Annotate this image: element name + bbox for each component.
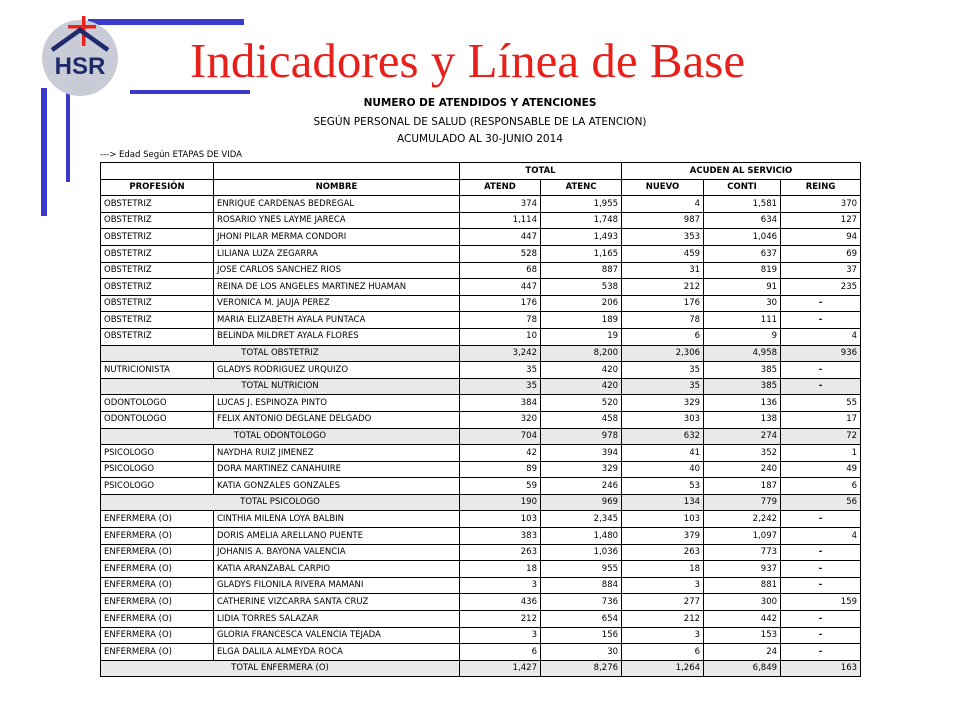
nombre-cell: KATIA ARANZABAL CARPIO: [214, 561, 460, 578]
nuevo-cell: 632: [622, 428, 704, 445]
table-row: [101, 511, 861, 528]
hospital-logo: [38, 14, 122, 98]
atend-cell: 35: [460, 362, 541, 379]
reing-cell: -: [781, 561, 861, 578]
atenc-cell: 736: [541, 594, 622, 611]
atend-cell: 10: [460, 328, 541, 345]
nombre-cell: CINTHIA MILENA LOYA BALBIN: [214, 511, 460, 528]
conti-cell: 240: [704, 461, 781, 478]
table-row: [101, 395, 861, 412]
nombre-cell: JHONI PILAR MERMA CONDORI: [214, 229, 460, 246]
atend-cell: 59: [460, 478, 541, 495]
profesion-cell: ENFERMERA (O): [101, 528, 214, 545]
profesion-cell: OBSTETRIZ: [101, 196, 214, 213]
total-label: TOTAL ODONTOLOGO: [101, 428, 460, 445]
atenc-cell: 246: [541, 478, 622, 495]
table-row: [101, 229, 861, 246]
total-label: TOTAL PSICOLOGO: [101, 494, 460, 511]
table-row: [101, 478, 861, 495]
atenciones-table: [100, 162, 861, 677]
nuevo-cell: 31: [622, 262, 704, 279]
nombre-cell: ROSARIO YNES LAYME JARECA: [214, 212, 460, 229]
reing-cell: 55: [781, 395, 861, 412]
total-label: TOTAL OBSTETRIZ: [101, 345, 460, 362]
conti-cell: 385: [704, 378, 781, 395]
reing-cell: 1: [781, 445, 861, 462]
nombre-cell: VERONICA M. JAUJA PEREZ: [214, 295, 460, 312]
table-row: [101, 528, 861, 545]
profesion-cell: PSICOLOGO: [101, 478, 214, 495]
profesion-cell: OBSTETRIZ: [101, 212, 214, 229]
atenc-cell: 1,955: [541, 196, 622, 213]
nombre-cell: ELGA DALILA ALMEYDA ROCA: [214, 644, 460, 661]
atenc-cell: 30: [541, 644, 622, 661]
nombre-cell: DORIS AMELIA ARELLANO PUENTE: [214, 528, 460, 545]
reing-cell: 94: [781, 229, 861, 246]
table-row: [101, 544, 861, 561]
conti-cell: 819: [704, 262, 781, 279]
atenc-cell: 394: [541, 445, 622, 462]
table-row: [101, 627, 861, 644]
nombre-cell: GLADYS RODRIGUEZ URQUIZO: [214, 362, 460, 379]
profesion-cell: ENFERMERA (O): [101, 594, 214, 611]
nuevo-cell: 353: [622, 229, 704, 246]
atenc-cell: 458: [541, 411, 622, 428]
table-body: [101, 196, 861, 677]
reing-cell: 4: [781, 528, 861, 545]
nombre-cell: MARIA ELIZABETH AYALA PUNTACA: [214, 312, 460, 329]
nuevo-cell: 6: [622, 328, 704, 345]
conti-cell: 1,046: [704, 229, 781, 246]
nombre-cell: LUCAS J. ESPINOZA PINTO: [214, 395, 460, 412]
reing-cell: 4: [781, 328, 861, 345]
atenc-cell: 1,493: [541, 229, 622, 246]
header-blank: [214, 163, 460, 180]
table-row: [101, 577, 861, 594]
atend-cell: 68: [460, 262, 541, 279]
atenc-cell: 329: [541, 461, 622, 478]
atend-cell: 447: [460, 229, 541, 246]
atenc-cell: 420: [541, 378, 622, 395]
profesion-cell: OBSTETRIZ: [101, 229, 214, 246]
atenc-cell: 8,200: [541, 345, 622, 362]
conti-cell: 442: [704, 611, 781, 628]
column-header: NUEVO: [622, 179, 704, 196]
atenc-cell: 420: [541, 362, 622, 379]
nombre-cell: CATHERINE VIZCARRA SANTA CRUZ: [214, 594, 460, 611]
profesion-cell: OBSTETRIZ: [101, 245, 214, 262]
conti-cell: 637: [704, 245, 781, 262]
nuevo-cell: 40: [622, 461, 704, 478]
table-row: [101, 362, 861, 379]
atend-cell: 176: [460, 295, 541, 312]
atenc-cell: 1,748: [541, 212, 622, 229]
nombre-cell: KATIA GONZALES GONZALES: [214, 478, 460, 495]
nuevo-cell: 3: [622, 577, 704, 594]
conti-cell: 352: [704, 445, 781, 462]
atenc-cell: 887: [541, 262, 622, 279]
conti-cell: 881: [704, 577, 781, 594]
table-row: [101, 461, 861, 478]
column-header: PROFESIÓN: [101, 179, 214, 196]
table-row: [101, 644, 861, 661]
profesion-cell: ENFERMERA (O): [101, 511, 214, 528]
atend-cell: 78: [460, 312, 541, 329]
total-row: [101, 378, 861, 395]
conti-cell: 91: [704, 279, 781, 296]
profesion-cell: OBSTETRIZ: [101, 328, 214, 345]
reing-cell: 17: [781, 411, 861, 428]
conti-cell: 4,958: [704, 345, 781, 362]
column-header: ATENC: [541, 179, 622, 196]
reing-cell: 159: [781, 594, 861, 611]
reing-cell: 127: [781, 212, 861, 229]
table-row: [101, 611, 861, 628]
atenc-cell: 520: [541, 395, 622, 412]
nuevo-cell: 78: [622, 312, 704, 329]
atenc-cell: 206: [541, 295, 622, 312]
table-title: NUMERO DE ATENDIDOS Y ATENCIONES: [363, 97, 597, 109]
conti-cell: 6,849: [704, 660, 781, 677]
atenc-cell: 538: [541, 279, 622, 296]
nuevo-cell: 35: [622, 362, 704, 379]
nombre-cell: JOHANIS A. BAYONA VALENCIA: [214, 544, 460, 561]
reing-cell: 72: [781, 428, 861, 445]
reing-cell: -: [781, 627, 861, 644]
nuevo-cell: 212: [622, 611, 704, 628]
atend-cell: 6: [460, 644, 541, 661]
atend-cell: 704: [460, 428, 541, 445]
slide-title: Indicadores y Línea de Base: [190, 33, 746, 88]
atenc-cell: 1,165: [541, 245, 622, 262]
atenc-cell: 2,345: [541, 511, 622, 528]
nuevo-cell: 303: [622, 411, 704, 428]
conti-cell: 937: [704, 561, 781, 578]
profesion-cell: ODONTOLOGO: [101, 395, 214, 412]
total-row: [101, 345, 861, 362]
profesion-cell: PSICOLOGO: [101, 461, 214, 478]
group-header-row: [101, 163, 861, 180]
atenc-cell: 955: [541, 561, 622, 578]
reing-cell: 56: [781, 494, 861, 511]
logo-text: HSR: [54, 53, 106, 80]
column-header: NOMBRE: [214, 179, 460, 196]
atenc-cell: 1,480: [541, 528, 622, 545]
nuevo-cell: 35: [622, 378, 704, 395]
table-row: [101, 212, 861, 229]
total-label: TOTAL ENFERMERA (O): [101, 660, 460, 677]
reing-cell: -: [781, 378, 861, 395]
nuevo-cell: 379: [622, 528, 704, 545]
atenc-cell: 969: [541, 494, 622, 511]
nuevo-cell: 459: [622, 245, 704, 262]
table-row: [101, 279, 861, 296]
atenc-cell: 156: [541, 627, 622, 644]
table-date: ACUMULADO AL 30-JUNIO 2014: [397, 133, 563, 145]
table-row: [101, 594, 861, 611]
nombre-cell: LILIANA LUZA ZEGARRA: [214, 245, 460, 262]
conti-cell: 187: [704, 478, 781, 495]
table-row: [101, 561, 861, 578]
reing-cell: -: [781, 312, 861, 329]
atend-cell: 447: [460, 279, 541, 296]
profesion-cell: OBSTETRIZ: [101, 279, 214, 296]
total-label: TOTAL NUTRICION: [101, 378, 460, 395]
conti-cell: 136: [704, 395, 781, 412]
reing-cell: -: [781, 577, 861, 594]
reing-cell: -: [781, 544, 861, 561]
profesion-cell: ENFERMERA (O): [101, 627, 214, 644]
nombre-cell: BELINDA MILDRET AYALA FLORES: [214, 328, 460, 345]
atend-cell: 436: [460, 594, 541, 611]
reing-cell: 163: [781, 660, 861, 677]
table-row: [101, 312, 861, 329]
atend-cell: 190: [460, 494, 541, 511]
table-row: [101, 295, 861, 312]
nuevo-cell: 103: [622, 511, 704, 528]
profesion-cell: ENFERMERA (O): [101, 644, 214, 661]
conti-cell: 24: [704, 644, 781, 661]
column-header: ATEND: [460, 179, 541, 196]
atend-cell: 3: [460, 627, 541, 644]
atend-cell: 3: [460, 577, 541, 594]
conti-cell: 30: [704, 295, 781, 312]
column-header: CONTI: [704, 179, 781, 196]
atend-cell: 374: [460, 196, 541, 213]
conti-cell: 153: [704, 627, 781, 644]
atend-cell: 1,114: [460, 212, 541, 229]
atend-cell: 1,427: [460, 660, 541, 677]
table-row: [101, 328, 861, 345]
profesion-cell: ENFERMERA (O): [101, 544, 214, 561]
atend-cell: 42: [460, 445, 541, 462]
profesion-cell: PSICOLOGO: [101, 445, 214, 462]
nombre-cell: FELIX ANTONIO DEGLANE DELGADO: [214, 411, 460, 428]
conti-cell: 138: [704, 411, 781, 428]
nuevo-cell: 18: [622, 561, 704, 578]
reing-cell: 235: [781, 279, 861, 296]
decor-bar-vertical: [66, 90, 70, 182]
reing-cell: 37: [781, 262, 861, 279]
reing-cell: -: [781, 611, 861, 628]
reing-cell: -: [781, 295, 861, 312]
nuevo-cell: 53: [622, 478, 704, 495]
table-row: [101, 411, 861, 428]
atend-cell: 103: [460, 511, 541, 528]
reing-cell: 69: [781, 245, 861, 262]
column-header-row: [101, 179, 861, 196]
reing-cell: -: [781, 511, 861, 528]
total-row: [101, 428, 861, 445]
conti-cell: 2,242: [704, 511, 781, 528]
profesion-cell: ODONTOLOGO: [101, 411, 214, 428]
conti-cell: 634: [704, 212, 781, 229]
atenc-cell: 189: [541, 312, 622, 329]
reing-cell: 936: [781, 345, 861, 362]
profesion-cell: OBSTETRIZ: [101, 312, 214, 329]
nombre-cell: NAYDHA RUIZ JIMENEZ: [214, 445, 460, 462]
atend-cell: 528: [460, 245, 541, 262]
table-row: [101, 245, 861, 262]
group-header-acuden: ACUDEN AL SERVICIO: [622, 163, 861, 180]
atenc-cell: 8,276: [541, 660, 622, 677]
nombre-cell: LIDIA TORRES SALAZAR: [214, 611, 460, 628]
nuevo-cell: 2,306: [622, 345, 704, 362]
conti-cell: 1,581: [704, 196, 781, 213]
table-row: [101, 262, 861, 279]
profesion-cell: ENFERMERA (O): [101, 561, 214, 578]
table-subtitle: SEGÚN PERSONAL DE SALUD (RESPONSABLE DE LA ATENCION): [313, 116, 647, 128]
reing-cell: -: [781, 362, 861, 379]
nuevo-cell: 6: [622, 644, 704, 661]
atenc-cell: 19: [541, 328, 622, 345]
atend-cell: 212: [460, 611, 541, 628]
atenc-cell: 978: [541, 428, 622, 445]
nuevo-cell: 212: [622, 279, 704, 296]
nuevo-cell: 987: [622, 212, 704, 229]
nuevo-cell: 1,264: [622, 660, 704, 677]
group-header-total: TOTAL: [460, 163, 622, 180]
nuevo-cell: 4: [622, 196, 704, 213]
conti-cell: 9: [704, 328, 781, 345]
edad-label: ---> Edad Según ETAPAS DE VIDA: [100, 150, 242, 160]
decor-bar-horizontal: [130, 90, 250, 94]
atenc-cell: 654: [541, 611, 622, 628]
profesion-cell: ENFERMERA (O): [101, 577, 214, 594]
header-blank: [101, 163, 214, 180]
atend-cell: 18: [460, 561, 541, 578]
nombre-cell: ENRIQUE CARDENAS BEDREGAL: [214, 196, 460, 213]
table-row: [101, 445, 861, 462]
profesion-cell: OBSTETRIZ: [101, 295, 214, 312]
nuevo-cell: 329: [622, 395, 704, 412]
decor-bar-left: [41, 88, 47, 216]
atend-cell: 320: [460, 411, 541, 428]
conti-cell: 1,097: [704, 528, 781, 545]
nuevo-cell: 3: [622, 627, 704, 644]
atend-cell: 384: [460, 395, 541, 412]
conti-cell: 300: [704, 594, 781, 611]
reing-cell: 49: [781, 461, 861, 478]
nuevo-cell: 134: [622, 494, 704, 511]
conti-cell: 773: [704, 544, 781, 561]
nombre-cell: REINA DE LOS ANGELES MARTINEZ HUAMAN: [214, 279, 460, 296]
conti-cell: 385: [704, 362, 781, 379]
nombre-cell: GLORIA FRANCESCA VALENCIA TEJADA: [214, 627, 460, 644]
nuevo-cell: 41: [622, 445, 704, 462]
nombre-cell: JOSE CARLOS SANCHEZ RIOS: [214, 262, 460, 279]
nuevo-cell: 176: [622, 295, 704, 312]
profesion-cell: OBSTETRIZ: [101, 262, 214, 279]
conti-cell: 111: [704, 312, 781, 329]
profesion-cell: ENFERMERA (O): [101, 611, 214, 628]
total-row: [101, 494, 861, 511]
atend-cell: 3,242: [460, 345, 541, 362]
reing-cell: 6: [781, 478, 861, 495]
nuevo-cell: 277: [622, 594, 704, 611]
atend-cell: 263: [460, 544, 541, 561]
atend-cell: 383: [460, 528, 541, 545]
reing-cell: 370: [781, 196, 861, 213]
conti-cell: 274: [704, 428, 781, 445]
atend-cell: 35: [460, 378, 541, 395]
column-header: REING: [781, 179, 861, 196]
nombre-cell: GLADYS FILONILA RIVERA MAMANI: [214, 577, 460, 594]
atenc-cell: 1,036: [541, 544, 622, 561]
atenc-cell: 884: [541, 577, 622, 594]
nombre-cell: DORA MARTINEZ CANAHUIRE: [214, 461, 460, 478]
nuevo-cell: 263: [622, 544, 704, 561]
table-row: [101, 196, 861, 213]
total-row: [101, 660, 861, 677]
reing-cell: -: [781, 644, 861, 661]
atend-cell: 89: [460, 461, 541, 478]
profesion-cell: NUTRICIONISTA: [101, 362, 214, 379]
conti-cell: 779: [704, 494, 781, 511]
